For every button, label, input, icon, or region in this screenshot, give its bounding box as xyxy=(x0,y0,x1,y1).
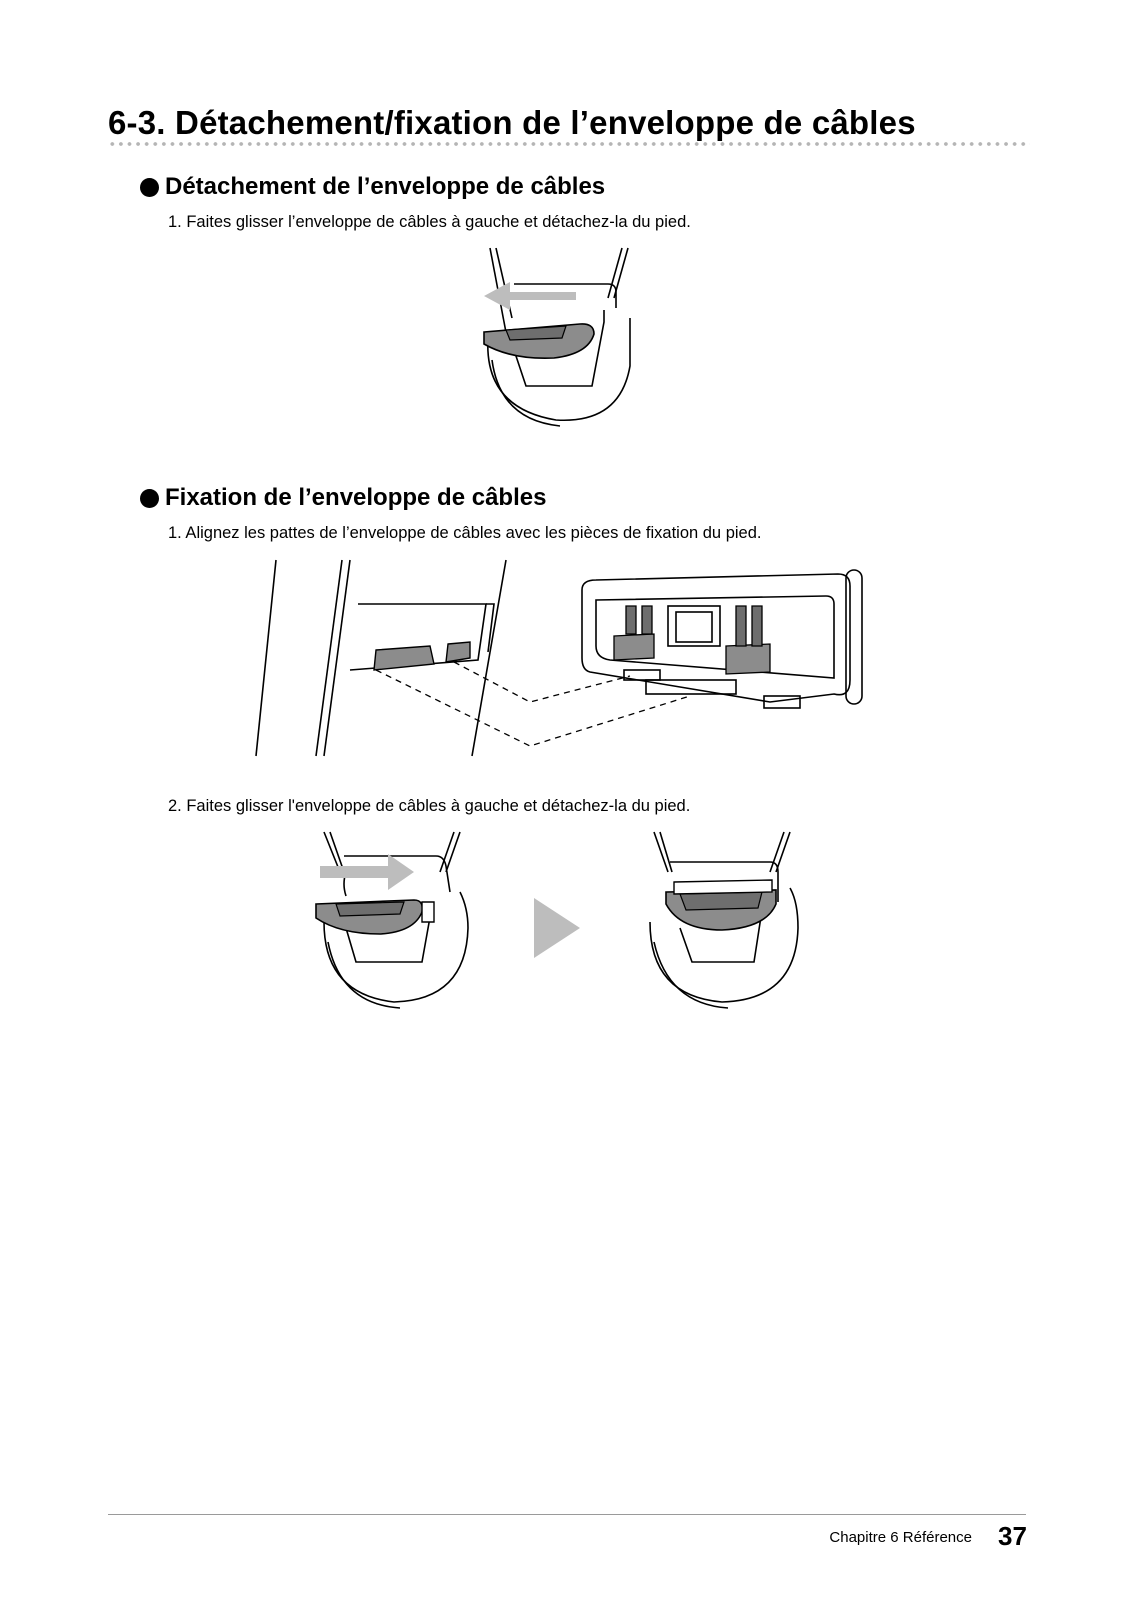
next-step-arrow-icon xyxy=(532,896,582,960)
cover-tabs xyxy=(614,606,770,674)
footer-chapter: Chapitre 6 Référence xyxy=(829,1529,972,1546)
section-heading-text: Fixation de l’enveloppe de câbles xyxy=(165,484,547,511)
step-detach-1: 1. Faites glisser l’enveloppe de câbles à gauche et détachez-la du pied. xyxy=(168,213,691,231)
cable-cover-part xyxy=(484,324,594,358)
bullet-icon xyxy=(140,178,159,197)
step-attach-2: 2. Faites glisser l'enveloppe de câbles à gauche et détachez-la du pied. xyxy=(168,797,691,815)
section-heading-detach xyxy=(140,173,605,201)
section-heading-text: Détachement de l’enveloppe de câbles xyxy=(165,173,606,200)
page-title: 6-3. Détachement/fixation de l’enveloppe de câbles xyxy=(108,104,916,141)
attach-illustration-before xyxy=(310,832,475,1012)
stand-hook-parts xyxy=(374,642,470,670)
cable-cover-part xyxy=(316,900,434,934)
detach-illustration xyxy=(470,248,650,438)
attach-illustration-after xyxy=(640,832,805,1012)
step-attach-1: 1. Alignez les pattes de l’enveloppe de câbles avec les pièces de fixation du pied. xyxy=(168,524,762,542)
section-heading-attach xyxy=(140,484,546,512)
alignment-illustration xyxy=(250,560,890,770)
footer-rule xyxy=(108,1514,1026,1515)
bullet-icon xyxy=(140,489,159,508)
page-number: 37 xyxy=(998,1521,1027,1551)
title-dotted-rule xyxy=(108,141,1030,147)
